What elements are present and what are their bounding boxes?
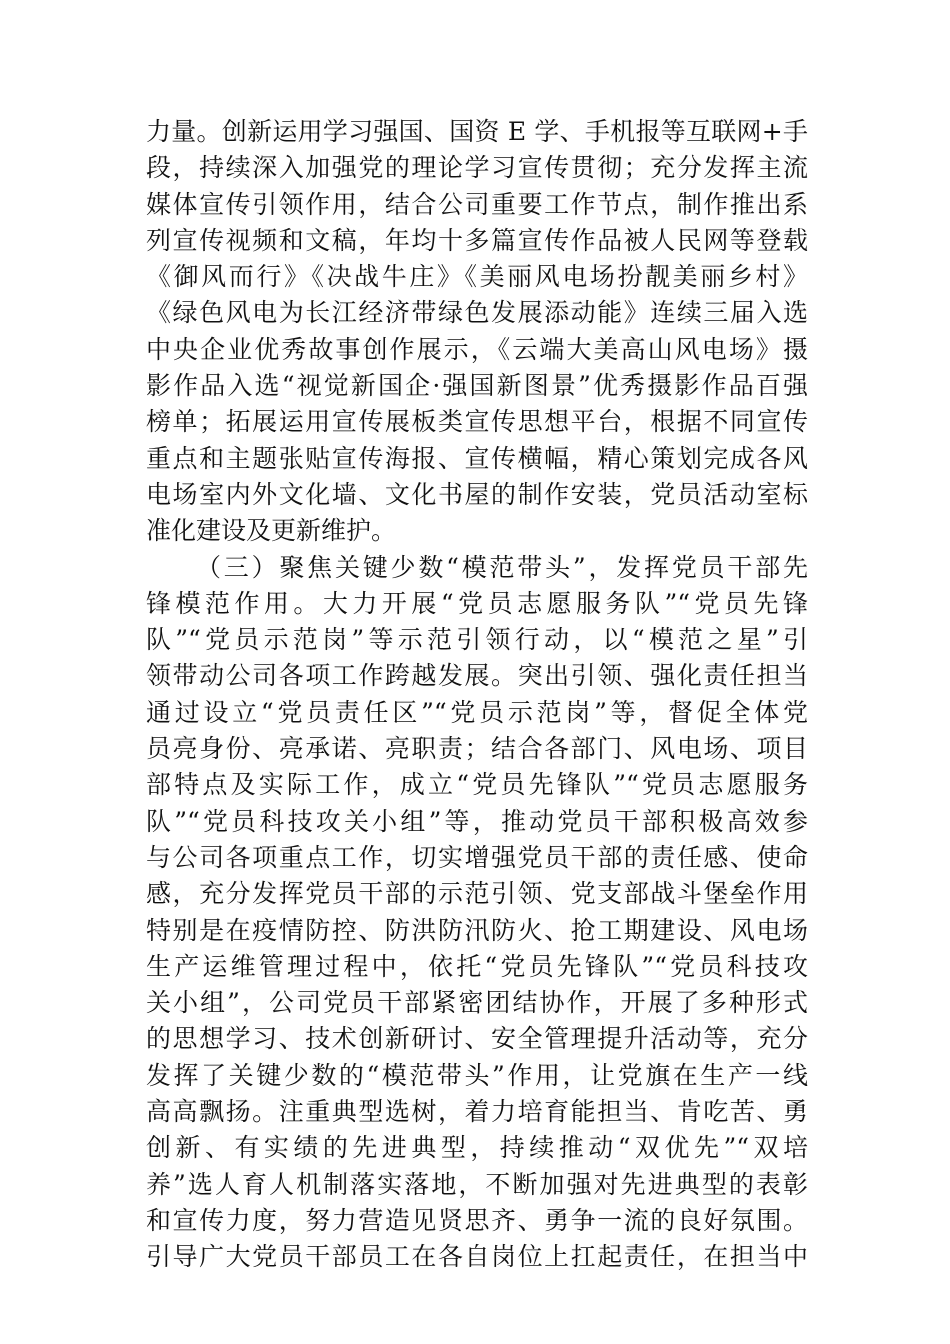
text-line: 特别是在疫情防控、防洪防汛防火、抢工期建设、风电场 xyxy=(146,915,808,945)
text-line: 的思想学习、技术创新研讨、安全管理提升活动等，充分 xyxy=(146,1024,808,1054)
text-line: 领带动公司各项工作跨越发展。突出引领、强化责任担当 xyxy=(146,661,808,691)
text-line: 《绿色风电为长江经济带绿色发展添动能》连续三届入选 xyxy=(146,298,808,328)
text-line: 影作品入选“视觉新国企·强国新图景”优秀摄影作品百强 xyxy=(146,371,808,401)
text-line: 队”“党员科技攻关小组”等，推动党员干部积极高效参 xyxy=(146,806,808,836)
text-line: 榜单；拓展运用宣传展板类宣传思想平台，根据不同宣传 xyxy=(146,407,808,437)
text-line: 与公司各项重点工作，切实增强党员干部的责任感、使命 xyxy=(146,842,808,872)
text-line: 引导广大党员干部员工在各自岗位上扛起责任，在担当中 xyxy=(146,1242,808,1272)
text-line: 电场室内外文化墙、文化书屋的制作安装，党员活动室标 xyxy=(146,479,808,509)
text-line: 队”“党员示范岗”等示范引领行动，以“模范之星”引 xyxy=(146,625,808,655)
text-line: 《御风而行》《决战牛庄》《美丽风电场扮靓美丽乡村》 xyxy=(146,262,808,292)
text-line: 媒体宣传引领作用，结合公司重要工作节点，制作推出系 xyxy=(146,189,808,219)
section-heading-line: （三）聚焦关键少数“模范带头”，发挥党员干部先 xyxy=(196,552,808,582)
paragraph-publicity xyxy=(146,114,808,550)
text-line: 发挥了关键少数的“模范带头”作用，让党旗在生产一线 xyxy=(146,1060,808,1090)
text-line: 段，持续深入加强党的理论学习宣传贯彻；充分发挥主流 xyxy=(146,153,808,183)
text-line: 通过设立“党员责任区”“党员示范岗”等，督促全体党 xyxy=(146,697,808,727)
text-line: 生产运维管理过程中，依托“党员先锋队”“党员科技攻 xyxy=(146,951,808,981)
text-line: 列宣传视频和文稿，年均十多篇宣传作品被人民网等登载 xyxy=(146,225,808,255)
paragraph-model-leadership xyxy=(146,550,808,1276)
text-line: 感，充分发挥党员干部的示范引领、党支部战斗堡垒作用 xyxy=(146,879,808,909)
text-line: 部特点及实际工作，成立“党员先锋队”“党员志愿服务 xyxy=(146,770,808,800)
text-line: 关小组”，公司党员干部紧密团结协作，开展了多种形式 xyxy=(146,988,808,1018)
text-line: 重点和主题张贴宣传海报、宣传横幅，精心策划完成各风 xyxy=(146,443,808,473)
text-line: 员亮身份、亮承诺、亮职责；结合各部门、风电场、项目 xyxy=(146,734,808,764)
text-line: 和宣传力度，努力营造见贤思齐、勇争一流的良好氛围。 xyxy=(146,1205,808,1235)
text-line: 创新、有实绩的先进典型，持续推动“双优先”“双培 xyxy=(146,1133,808,1163)
text-line: 力量。创新运用学习强国、国资 E 学、手机报等互联网+手 xyxy=(146,117,808,146)
text-line: 中央企业优秀故事创作展示，《云端大美高山风电场》摄 xyxy=(146,334,808,364)
text-line: 养”选人育人机制落实落地，不断加强对先进典型的表彰 xyxy=(146,1169,808,1199)
document-body xyxy=(146,114,808,1276)
text-line: 准化建设及更新维护。 xyxy=(146,516,397,546)
text-line: 高高飘扬。注重典型选树，着力培育能担当、肯吃苦、勇 xyxy=(146,1097,808,1127)
text-line: 锋模范作用。大力开展“党员志愿服务队”“党员先锋 xyxy=(146,588,808,618)
